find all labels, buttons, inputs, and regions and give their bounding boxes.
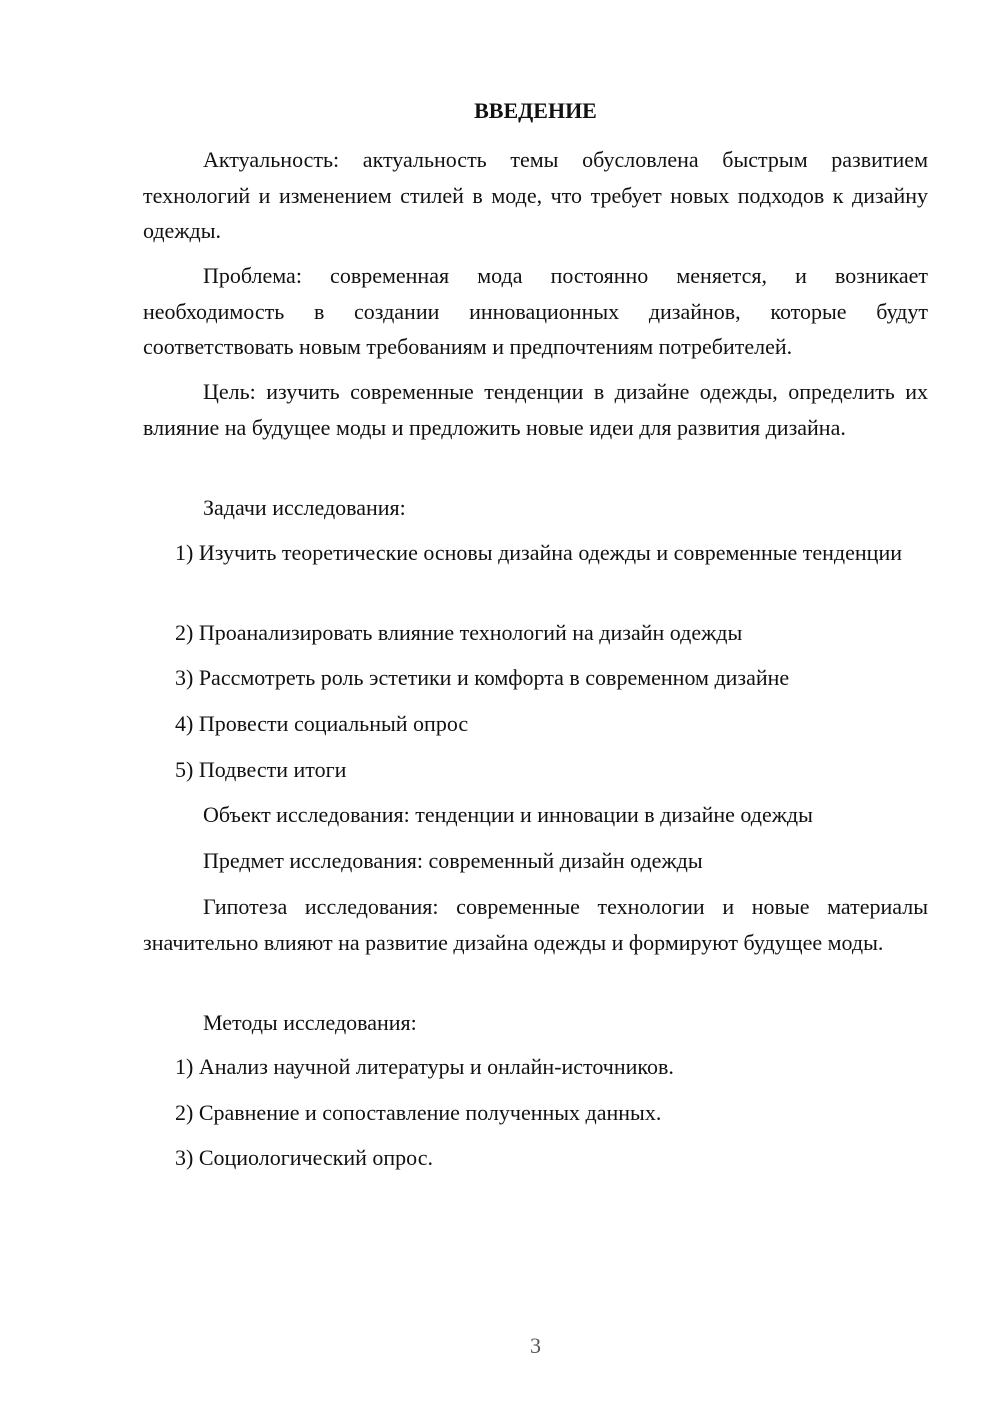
page-number: 3 bbox=[530, 1333, 541, 1358]
task-item: 4) Провести социальный опрос bbox=[175, 711, 469, 736]
methods-heading: Методы исследования: bbox=[203, 1010, 417, 1035]
hypothesis-paragraph: Гипотеза исследования: современные технологии и новые материалы значительно влияют на развитие дизайна одежды и формируют будущее моды. bbox=[143, 894, 928, 955]
method-item: 2) Сравнение и сопоставление полученных данных. bbox=[175, 1100, 662, 1125]
task-item: 3) Рассмотреть роль эстетики и комфорта в современном дизайне bbox=[175, 665, 790, 690]
document-page bbox=[143, 0, 928, 1414]
object-line: Объект исследования: тенденции и инновации в дизайне одежды bbox=[203, 802, 813, 827]
section-title: ВВЕДЕНИЕ bbox=[474, 98, 597, 123]
relevance-paragraph: Актуальность: актуальность темы обусловлена быстрым развитием технологий и изменением стилей в моде, что требует новых подходов к дизайну одежды. bbox=[143, 147, 928, 243]
problem-paragraph: Проблема: современная мода постоянно меняется, и возникает необходимость в создании инновационных дизайнов, которые будут соответствовать новым требованиям и предпочтениям потребителей. bbox=[143, 263, 928, 359]
method-item: 1) Анализ научной литературы и онлайн-источников. bbox=[175, 1054, 674, 1079]
task-item: 1) Изучить теоретические основы дизайна одежды и современные тенденции bbox=[175, 540, 902, 565]
tasks-heading: Задачи исследования: bbox=[203, 495, 406, 520]
task-item: 2) Проанализировать влияние технологий на дизайн одежды bbox=[175, 620, 743, 645]
task-item: 5) Подвести итоги bbox=[175, 757, 347, 782]
subject-line: Предмет исследования: современный дизайн одежды bbox=[203, 848, 703, 873]
method-item: 3) Социологический опрос. bbox=[175, 1145, 433, 1170]
goal-paragraph: Цель: изучить современные тенденции в дизайне одежды, определить их влияние на будущее моды и предложить новые идеи для развития дизайна. bbox=[143, 379, 928, 440]
